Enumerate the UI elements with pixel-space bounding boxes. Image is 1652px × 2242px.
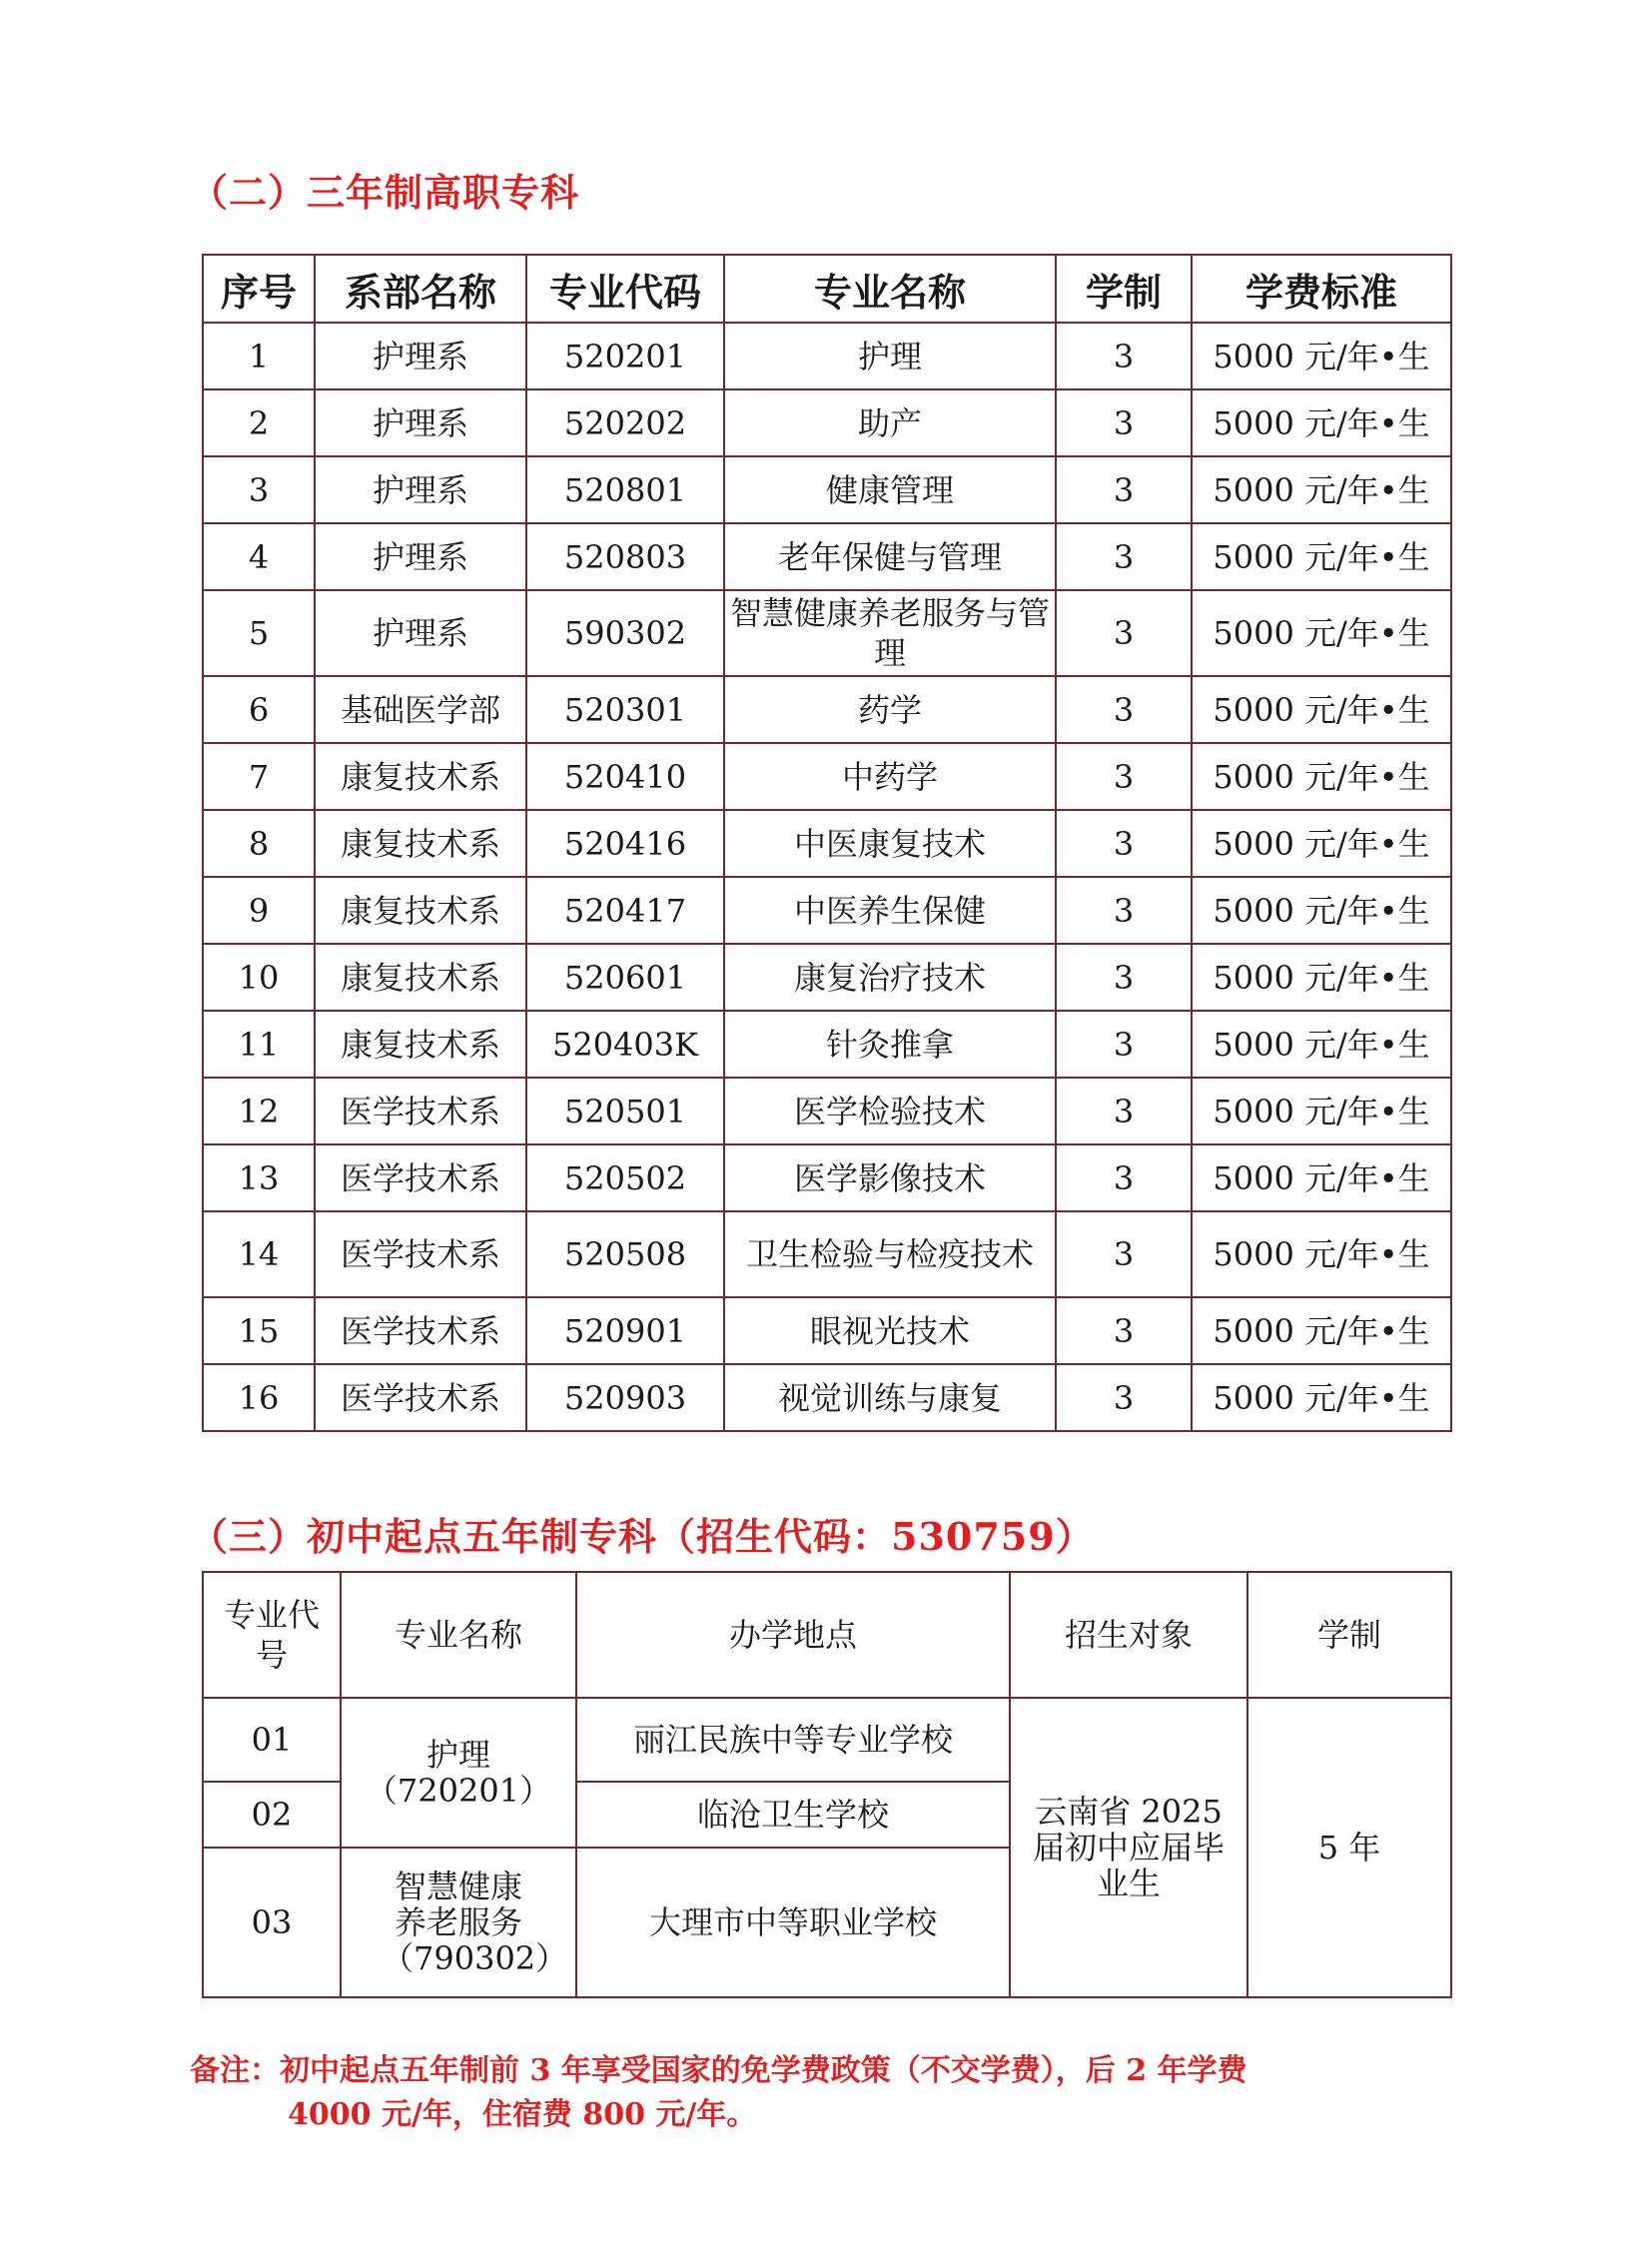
tuition-cell: 5000 元/年•生 <box>1192 1078 1451 1144</box>
table-row <box>203 810 1451 877</box>
header-department: 系部名称 <box>315 255 526 323</box>
duration-cell: 5 年 <box>1247 1698 1451 1997</box>
major-name-cell: 智慧健康养老服务（790302） <box>341 1848 576 1997</box>
table-row <box>203 456 1451 523</box>
major-name-cell: 康复治疗技术 <box>724 944 1056 1011</box>
department-cell: 康复技术系 <box>315 810 526 877</box>
major-code-cell: 520901 <box>526 1297 724 1364</box>
duration-cell: 3 <box>1056 1211 1192 1297</box>
major-code-cell: 520502 <box>526 1144 724 1211</box>
major-name-cell: 助产 <box>724 389 1056 456</box>
duration-cell: 3 <box>1056 743 1192 810</box>
tuition-cell: 5000 元/年•生 <box>1192 743 1451 810</box>
location-cell: 丽江民族中等专业学校 <box>576 1698 1010 1782</box>
tuition-cell: 5000 元/年•生 <box>1192 389 1451 456</box>
table-row <box>203 877 1451 944</box>
header-duration: 学制 <box>1247 1572 1451 1698</box>
header-major: 专业名称 <box>341 1572 576 1698</box>
major-name-cell: 中医养生保健 <box>724 877 1056 944</box>
header-major-name: 专业名称 <box>724 255 1056 323</box>
major-code-cell: 02 <box>203 1782 341 1848</box>
tuition-cell: 5000 元/年•生 <box>1192 456 1451 523</box>
index-cell: 9 <box>203 877 315 944</box>
major-code-cell: 520803 <box>526 523 724 590</box>
department-cell: 康复技术系 <box>315 743 526 810</box>
department-cell: 医学技术系 <box>315 1364 526 1431</box>
index-cell: 8 <box>203 810 315 877</box>
three-year-majors-table <box>202 254 1452 1432</box>
header-target: 招生对象 <box>1010 1572 1247 1698</box>
target-cell: 云南省 2025 届初中应届毕业生 <box>1010 1698 1247 1997</box>
table-body <box>203 323 1451 1431</box>
table-row <box>203 1011 1451 1078</box>
duration-cell: 3 <box>1056 877 1192 944</box>
department-cell: 康复技术系 <box>315 877 526 944</box>
department-cell: 医学技术系 <box>315 1144 526 1211</box>
tuition-cell: 5000 元/年•生 <box>1192 1144 1451 1211</box>
header-location: 办学地点 <box>576 1572 1010 1698</box>
table-row <box>203 1297 1451 1364</box>
major-code-cell: 520508 <box>526 1211 724 1297</box>
index-cell: 10 <box>203 944 315 1011</box>
index-cell: 2 <box>203 389 315 456</box>
tuition-cell: 5000 元/年•生 <box>1192 1364 1451 1431</box>
major-name-cell: 护理（720201） <box>341 1698 576 1848</box>
index-cell: 16 <box>203 1364 315 1431</box>
major-code-cell: 520416 <box>526 810 724 877</box>
section-2-title: （二）三年制高职专科 <box>190 170 580 215</box>
duration-cell: 3 <box>1056 1011 1192 1078</box>
duration-cell: 3 <box>1056 389 1192 456</box>
duration-cell: 3 <box>1056 1144 1192 1211</box>
major-name-cell: 中医康复技术 <box>724 810 1056 877</box>
duration-cell: 3 <box>1056 590 1192 676</box>
index-cell: 13 <box>203 1144 315 1211</box>
table-row <box>203 523 1451 590</box>
index-cell: 7 <box>203 743 315 810</box>
duration-cell: 3 <box>1056 523 1192 590</box>
major-code-cell: 520201 <box>526 323 724 389</box>
index-cell: 4 <box>203 523 315 590</box>
tuition-cell: 5000 元/年•生 <box>1192 676 1451 743</box>
header-code: 专业代号 <box>203 1572 341 1698</box>
table-row <box>203 1078 1451 1144</box>
tuition-cell: 5000 元/年•生 <box>1192 1297 1451 1364</box>
duration-cell: 3 <box>1056 323 1192 389</box>
index-cell: 15 <box>203 1297 315 1364</box>
duration-cell: 3 <box>1056 810 1192 877</box>
major-name-cell: 智慧健康养老服务与管理 <box>724 590 1056 676</box>
table-header-row <box>203 255 1451 323</box>
table-row <box>203 323 1451 389</box>
major-code-cell: 520801 <box>526 456 724 523</box>
tuition-cell: 5000 元/年•生 <box>1192 1011 1451 1078</box>
five-year-majors-table <box>202 1571 1452 1998</box>
table-row <box>203 389 1451 456</box>
header-duration: 学制 <box>1056 255 1192 323</box>
major-name-cell: 卫生检验与检疫技术 <box>724 1211 1056 1297</box>
major-code-cell: 520601 <box>526 944 724 1011</box>
tuition-cell: 5000 元/年•生 <box>1192 523 1451 590</box>
note-line-2: 4000 元/年，住宿费 800 元/年。 <box>288 2097 757 2132</box>
tuition-cell: 5000 元/年•生 <box>1192 944 1451 1011</box>
department-cell: 护理系 <box>315 523 526 590</box>
header-major-code: 专业代码 <box>526 255 724 323</box>
index-cell: 3 <box>203 456 315 523</box>
tuition-cell: 5000 元/年•生 <box>1192 323 1451 389</box>
header-index: 序号 <box>203 255 315 323</box>
department-cell: 康复技术系 <box>315 944 526 1011</box>
major-code-cell: 520417 <box>526 877 724 944</box>
department-cell: 护理系 <box>315 590 526 676</box>
department-cell: 医学技术系 <box>315 1078 526 1144</box>
tuition-cell: 5000 元/年•生 <box>1192 590 1451 676</box>
major-name-cell: 老年保健与管理 <box>724 523 1056 590</box>
duration-cell: 3 <box>1056 676 1192 743</box>
index-cell: 5 <box>203 590 315 676</box>
index-cell: 14 <box>203 1211 315 1297</box>
department-cell: 医学技术系 <box>315 1211 526 1297</box>
major-name-cell: 医学影像技术 <box>724 1144 1056 1211</box>
duration-cell: 3 <box>1056 456 1192 523</box>
table-row <box>203 1698 1451 1782</box>
department-cell: 基础医学部 <box>315 676 526 743</box>
major-name-cell: 眼视光技术 <box>724 1297 1056 1364</box>
major-code-cell: 520903 <box>526 1364 724 1431</box>
duration-cell: 3 <box>1056 944 1192 1011</box>
section-3-title: （三）初中起点五年制专科（招生代码：530759） <box>190 1514 1095 1559</box>
index-cell: 12 <box>203 1078 315 1144</box>
tuition-cell: 5000 元/年•生 <box>1192 810 1451 877</box>
header-tuition: 学费标准 <box>1192 255 1451 323</box>
major-code-cell: 520410 <box>526 743 724 810</box>
tuition-cell: 5000 元/年•生 <box>1192 1211 1451 1297</box>
location-cell: 临沧卫生学校 <box>576 1782 1010 1848</box>
department-cell: 护理系 <box>315 389 526 456</box>
major-name-cell: 针灸推拿 <box>724 1011 1056 1078</box>
index-cell: 11 <box>203 1011 315 1078</box>
major-name-cell: 药学 <box>724 676 1056 743</box>
major-code-cell: 520301 <box>526 676 724 743</box>
major-code-cell: 03 <box>203 1848 341 1997</box>
table-row <box>203 743 1451 810</box>
major-name-cell: 健康管理 <box>724 456 1056 523</box>
major-name-cell: 医学检验技术 <box>724 1078 1056 1144</box>
major-code-cell: 590302 <box>526 590 724 676</box>
table-row <box>203 1364 1451 1431</box>
department-cell: 医学技术系 <box>315 1297 526 1364</box>
major-code-cell: 520501 <box>526 1078 724 1144</box>
department-cell: 康复技术系 <box>315 1011 526 1078</box>
department-cell: 护理系 <box>315 323 526 389</box>
table-row <box>203 944 1451 1011</box>
location-cell: 大理市中等职业学校 <box>576 1848 1010 1997</box>
note-line-1: 备注：初中起点五年制前 3 年享受国家的免学费政策（不交学费），后 2 年学费 <box>190 2053 1247 2088</box>
major-code-cell: 520202 <box>526 389 724 456</box>
table-row <box>203 676 1451 743</box>
duration-cell: 3 <box>1056 1078 1192 1144</box>
department-cell: 护理系 <box>315 456 526 523</box>
duration-cell: 3 <box>1056 1297 1192 1364</box>
table-row <box>203 1144 1451 1211</box>
major-name-cell: 护理 <box>724 323 1056 389</box>
duration-cell: 3 <box>1056 1364 1192 1431</box>
tuition-cell: 5000 元/年•生 <box>1192 877 1451 944</box>
index-cell: 1 <box>203 323 315 389</box>
major-name-cell: 视觉训练与康复 <box>724 1364 1056 1431</box>
table-header-row <box>203 1572 1451 1698</box>
major-code-cell: 01 <box>203 1698 341 1782</box>
index-cell: 6 <box>203 676 315 743</box>
table-row <box>203 1211 1451 1297</box>
major-name-cell: 中药学 <box>724 743 1056 810</box>
major-code-cell: 520403K <box>526 1011 724 1078</box>
table-row <box>203 590 1451 676</box>
